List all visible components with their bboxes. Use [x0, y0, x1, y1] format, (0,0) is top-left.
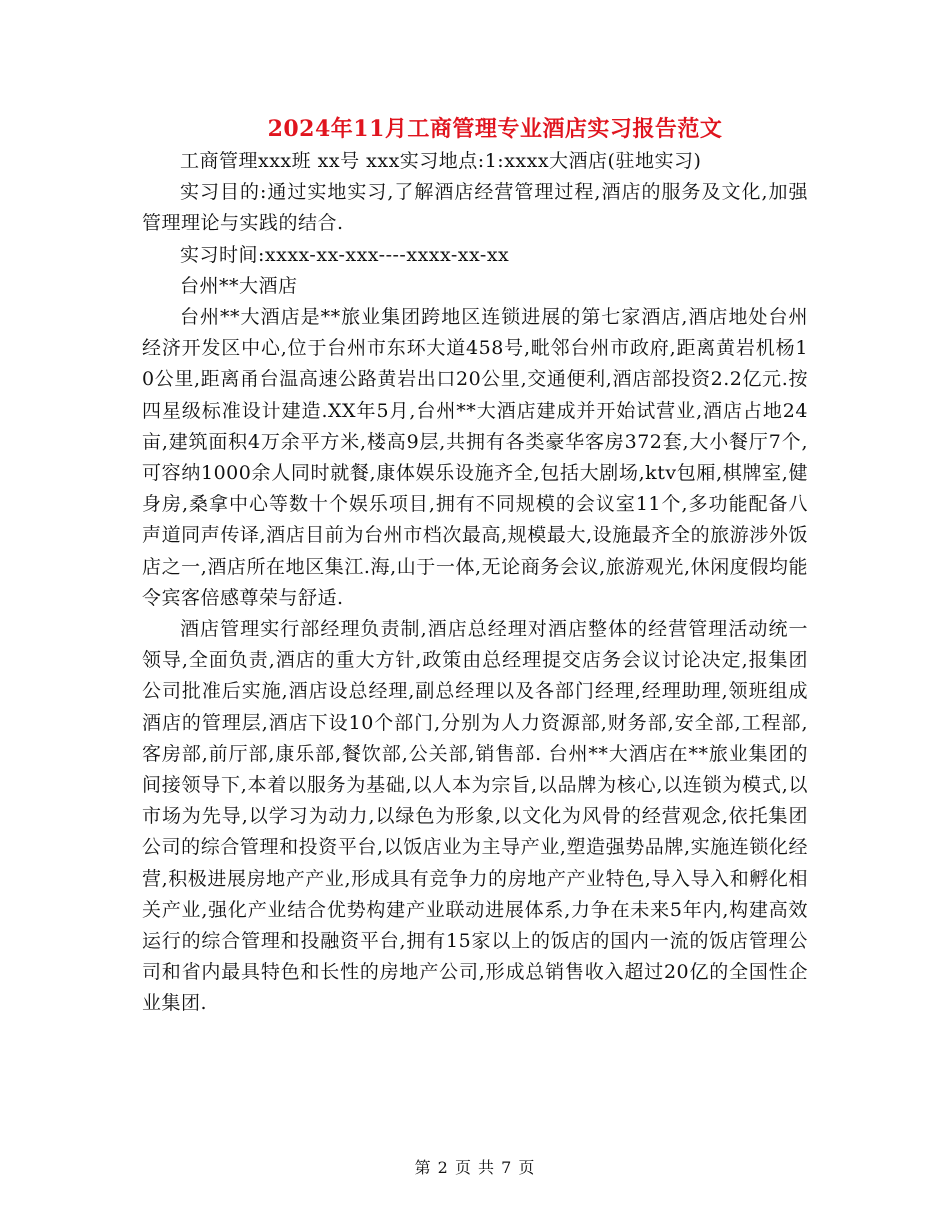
document-title: 2024年11月工商管理专业酒店实习报告范文 — [267, 116, 723, 142]
page-footer — [0, 1155, 950, 1178]
document-body — [142, 146, 808, 1020]
paragraph-class-info: 工商管理xxx班 xx号 xxx实习地点:1:xxxx大酒店(驻地实习) — [180, 150, 702, 172]
page-number: 第 2 页 共 7 页 — [414, 1158, 536, 1177]
paragraph-hotel-intro: 台州**大酒店是**旅业集团跨地区连锁进展的第七家酒店,酒店地处台州经济开发区中心,位于台州市东环大道458号,毗邻台州市政府,距离黄岩机杨10公里,距离甬台温高速公路黄岩出口20公里,交通便利,酒店部投资2.2亿元.按四星级标准设计建造.XX年5月,台州**大酒店建成并开始试营业,酒店占地24亩,建筑面积4万余平方米,楼高9层,共拥有各类豪华客房372套,大小餐厅7个,可容纳1000余人同时就餐,康体娱乐设施齐全,包括大剧场,ktv包厢,棋牌室,健身房,桑拿中心等数十个娱乐项目,拥有不同规模的会议室11个,多功能配备八声道同声传译,酒店目前为台州市档次最高,规模最大,设施最齐全的旅游涉外饭店之一,酒店所在地区集江.海,山于一体,无论商务会议,旅游观光,休闲度假均能令宾客倍感尊荣与舒适. — [142, 306, 808, 609]
paragraph-purpose: 实习目的:通过实地实习,了解酒店经营管理过程,酒店的服务及文化,加强管理理论与实践的结合. — [142, 181, 808, 235]
paragraph-management: 酒店管理实行部经理负责制,酒店总经理对酒店整体的经营管理活动统一领导,全面负责,酒店的重大方针,政策由总经理提交店务会议讨论决定,报集团公司批准后实施,酒店设总经理,副总经理以及各部门经理,经理助理,领班组成酒店的管理层,酒店下设10个部门,分别为人力资源部,财务部,安全部,工程部,客房部,前厅部,康乐部,餐饮部,公关部,销售部. 台州**大酒店在**旅业集团的间接领导下,本着以服务为基础,以人本为宗旨,以品牌为核心,以连锁为模式,以市场为先导,以学习为动力,以绿色为形象,以文化为风骨的经营观念,依托集团公司的综合管理和投资平台,以饭店业为主导产业,塑造强势品牌,实施连锁化经营,积极进展房地产产业,形成具有竞争力的房地产产业特色,导入导入和孵化相关产业,强化产业结合优势构建产业联动进展体系,力争在未来5年内,构建高效运行的综合管理和投融资平台,拥有15家以上的饭店的国内一流的饭店管理公司和省内最具特色和长性的房地产公司,形成总销售收入超过20亿的全国性企业集团. — [142, 618, 808, 1015]
paragraph-hotel-name: 台州**大酒店 — [180, 274, 298, 297]
paragraph-time: 实习时间:xxxx-xx-xxx----xxxx-xx-xx — [180, 243, 510, 266]
